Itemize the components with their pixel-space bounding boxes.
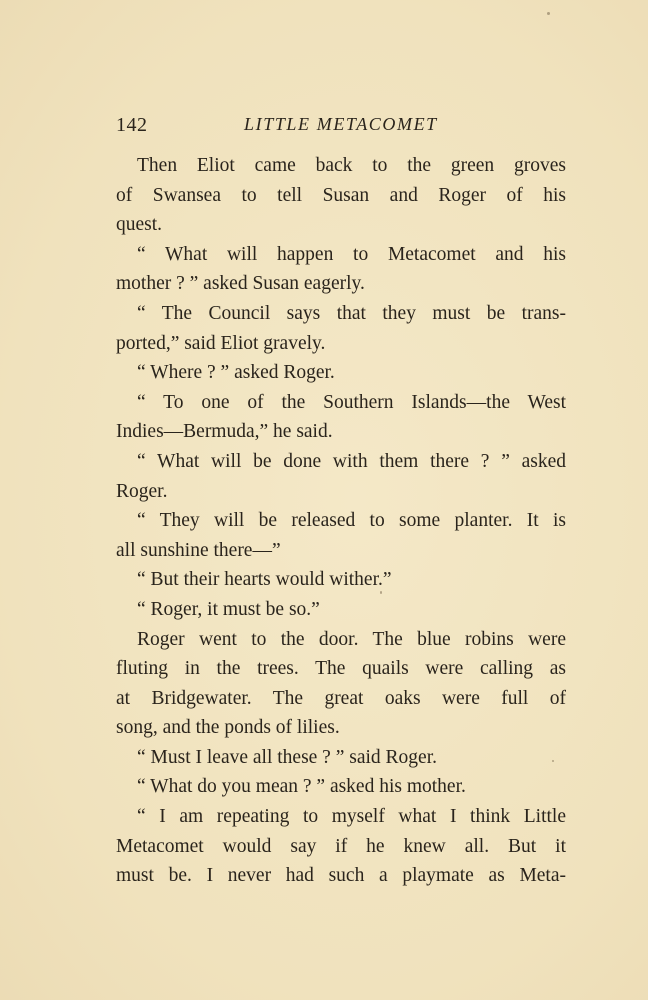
- text-line: Roger.: [116, 480, 168, 502]
- text-line: “ The Council says that they must be trans-: [137, 302, 566, 324]
- text-line: quest.: [116, 214, 163, 236]
- text-line: “ What will be done with them there ? ” asked: [137, 450, 566, 472]
- text-line: “ Roger, it must be so.”: [137, 598, 320, 620]
- text-line: Indies—Bermuda,” he said.: [116, 421, 333, 443]
- body-text: [116, 151, 566, 891]
- text-line: must be. I never had such a playmate as Meta-: [116, 865, 566, 887]
- text-line: Roger went to the door. The blue robins were: [137, 628, 566, 650]
- paper-speck: [547, 12, 550, 15]
- text-line: “ I am repeating to myself what I think Little: [137, 806, 566, 828]
- text-line: fluting in the trees. The quails were calling as: [116, 658, 566, 680]
- text-line: “ They will be released to some planter. It is: [137, 510, 566, 532]
- paper-speck: [380, 591, 382, 594]
- running-head: LITTLE METACOMET: [244, 114, 438, 134]
- text-line: ported,” said Eliot gravely.: [116, 332, 326, 354]
- text-line: Metacomet would say if he knew all. But it: [116, 835, 566, 857]
- text-line: mother ? ” asked Susan eagerly.: [116, 273, 365, 295]
- text-line: at Bridgewater. The great oaks were full of: [116, 687, 566, 709]
- page-number: 142: [116, 114, 148, 136]
- text-line: “ Must I leave all these ? ” said Roger.: [137, 746, 437, 768]
- text-line: “ To one of the Southern Islands—the West: [137, 391, 566, 413]
- page-header: [116, 114, 566, 144]
- text-line: of Swansea to tell Susan and Roger of his: [116, 184, 566, 206]
- text-line: “ Where ? ” asked Roger.: [137, 362, 335, 384]
- text-line: Then Eliot came back to the green groves: [137, 155, 566, 176]
- text-line: “ But their hearts would wither.”: [137, 569, 392, 591]
- text-line: song, and the ponds of lilies.: [116, 717, 340, 739]
- text-line: “ What will happen to Metacomet and his: [137, 243, 566, 265]
- text-line: all sunshine there—”: [116, 539, 281, 561]
- text-line: “ What do you mean ? ” asked his mother.: [137, 776, 466, 798]
- paper-speck: [552, 760, 554, 762]
